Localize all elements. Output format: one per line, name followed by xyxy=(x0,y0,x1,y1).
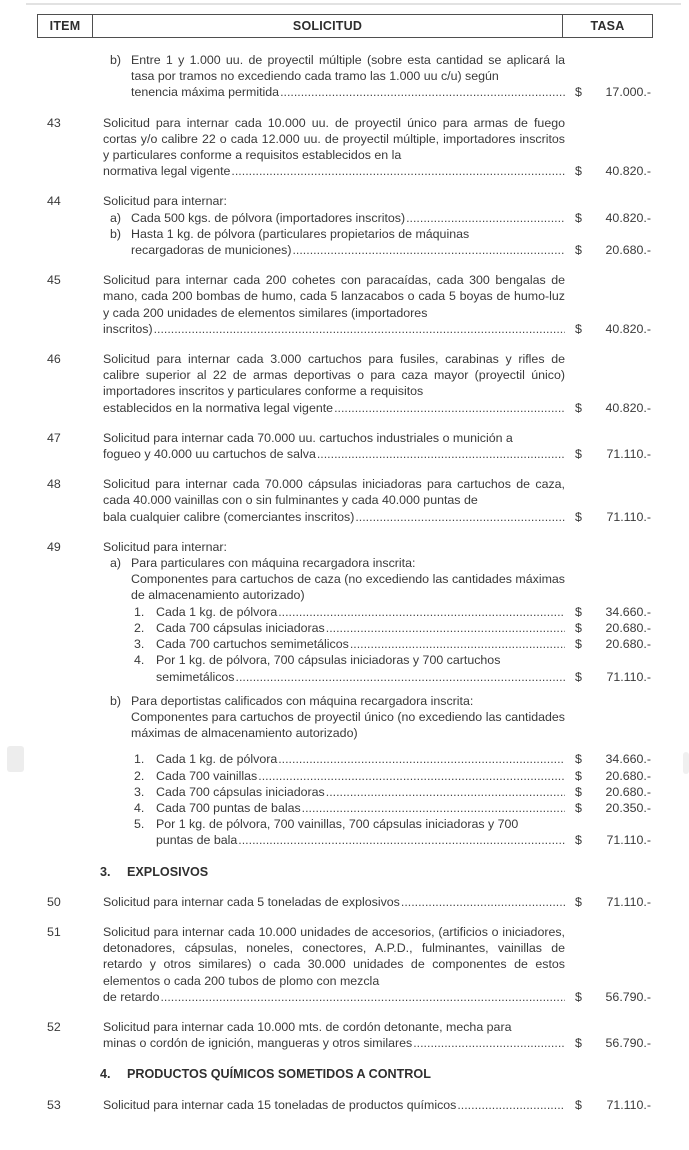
fee-row-51 xyxy=(37,924,653,1005)
row-text-last: minas o cordón de ignición, mangueras y otros similares xyxy=(103,1036,413,1051)
row-text: Solicitud para internar cada 200 cohetes con paracaídas, cada 300 bengalas de mano, cada 200 bombas de humo, cada 5 lanzacabos o cada 5 boyas de humo-luz y cada 200 unidades de elementos similares (importadores xyxy=(103,273,565,320)
item-number: 45 xyxy=(47,273,61,288)
amount: 20.680.- xyxy=(605,620,651,635)
fee-table-body xyxy=(37,52,653,849)
fee-row-44 xyxy=(37,193,653,258)
row-text-last: normativa legal vigente xyxy=(103,164,231,179)
row-text-last: Cada 500 kgs. de pólvora (importadores inscritos) xyxy=(131,210,406,225)
price xyxy=(565,784,653,800)
amount: 40.820.- xyxy=(605,164,651,179)
row-text-last: puntas de bala xyxy=(156,833,238,848)
group-b xyxy=(103,693,653,849)
col-header-item: ITEM xyxy=(38,15,93,37)
sub-marker: b) xyxy=(110,693,122,708)
group-title: Para deportistas calificados con máquina recargadora inscrita: xyxy=(131,693,474,708)
item-number-empty xyxy=(37,52,103,101)
price xyxy=(565,509,653,525)
price xyxy=(565,620,653,636)
list-marker: 4. xyxy=(134,653,145,668)
fee-row-46 xyxy=(37,351,653,416)
item-number: 43 xyxy=(47,115,61,130)
currency-symbol: $ xyxy=(575,243,582,258)
price xyxy=(565,832,653,848)
list-marker: 4. xyxy=(134,800,145,815)
row-text: Por 1 kg. de pólvora, 700 cápsulas iniciadoras y 700 cartuchos xyxy=(156,653,501,668)
price xyxy=(565,163,653,179)
amount: 20.680.- xyxy=(605,784,651,799)
item-number: 52 xyxy=(47,1019,61,1034)
leader-dots xyxy=(278,604,565,620)
leader-dots xyxy=(326,620,565,636)
price xyxy=(565,210,653,226)
sub-marker: b) xyxy=(110,53,122,67)
leader-dots xyxy=(413,1035,565,1051)
scan-edge-line xyxy=(26,3,681,5)
list-marker: 3. xyxy=(134,784,145,799)
list-marker: 5. xyxy=(134,817,145,832)
amount: 71.110.- xyxy=(606,833,651,848)
leader-dots xyxy=(160,989,565,1005)
row-text-last: fogueo y 40.000 uu cartuchos de salva xyxy=(103,447,316,462)
currency-symbol: $ xyxy=(575,1097,582,1112)
fee-row-52 xyxy=(37,1019,653,1051)
item-number: 53 xyxy=(47,1097,61,1112)
leader-dots xyxy=(317,446,565,462)
section-title: EXPLOSIVOS xyxy=(127,864,209,879)
currency-symbol: $ xyxy=(575,210,582,225)
amount: 56.790.- xyxy=(605,989,651,1004)
group-a xyxy=(103,555,653,685)
scan-artifact-left xyxy=(7,746,24,772)
amount: 71.110.- xyxy=(606,509,651,524)
price xyxy=(565,242,653,258)
row-text-last: recargadoras de municiones) xyxy=(131,243,292,258)
fee-row-53 xyxy=(37,1097,653,1113)
section-heading-explosivos xyxy=(37,864,653,880)
sub-marker: b) xyxy=(110,226,122,241)
row-text-last: tenencia máxima permitida xyxy=(131,85,280,100)
leader-dots xyxy=(350,636,565,652)
price xyxy=(565,1097,653,1113)
fee-row-49 xyxy=(37,539,653,849)
row-text-last: de retardo xyxy=(103,989,160,1004)
currency-symbol: $ xyxy=(575,164,582,179)
fee-row-50 xyxy=(37,894,653,910)
leader-dots xyxy=(302,800,565,816)
amount: 71.110.- xyxy=(606,447,651,462)
row-intro: Solicitud para internar: xyxy=(103,194,227,209)
leader-dots xyxy=(401,894,565,910)
list-marker: 2. xyxy=(134,768,145,783)
price xyxy=(565,84,653,100)
row-text-last: Cada 700 cápsulas iniciadoras xyxy=(156,784,325,799)
leader-dots xyxy=(457,1097,565,1113)
price xyxy=(565,894,653,910)
row-text: Solicitud para internar cada 10.000 uu. de proyectil único para armas de fuego cortas y/o calibre 22 o cada 12.000 uu. de proyectil múltiple, importadores inscritos y particulares conforme a requisitos establecidos en la xyxy=(103,115,565,163)
leader-dots xyxy=(258,768,565,784)
sub-marker: a) xyxy=(110,556,122,571)
row-text-last: semimetálicos xyxy=(156,669,235,684)
amount: 56.790.- xyxy=(605,1036,651,1051)
leader-dots xyxy=(154,321,565,337)
currency-symbol: $ xyxy=(575,669,582,684)
list-marker: 3. xyxy=(134,637,145,652)
price xyxy=(565,669,653,685)
group-title: Para particulares con máquina recargadora inscrita: xyxy=(131,556,416,571)
row-text-last: Solicitud para internar cada 5 toneladas de explosivos xyxy=(103,894,400,909)
item-number: 51 xyxy=(47,924,61,939)
currency-symbol: $ xyxy=(575,620,582,635)
row-text: Entre 1 y 1.000 uu. de proyectil múltiple (sobre esta cantidad se aplicará la tasa por tramos no excediendo cada tramo las 1.000 uu c/u) según xyxy=(131,53,565,84)
fee-row-48 xyxy=(37,476,653,525)
row-text: Solicitud para internar cada 3.000 cartuchos para fusiles, carabinas y rifles de calibre superior al 22 de armas deportivas o para caza mayor (proyectil único) importadores inscritos y particulares conforme a requisitos xyxy=(103,352,565,399)
leader-dots xyxy=(355,509,565,525)
leader-dots xyxy=(238,832,565,848)
row-text: Solicitud para internar cada 70.000 cápsulas iniciadoras para cartuchos de caza, cada 40.000 vainillas con o sin fulminantes y cada 40.000 puntas de xyxy=(103,477,565,508)
leader-dots xyxy=(231,163,565,179)
item-number: 44 xyxy=(47,194,61,209)
section-number: 4. xyxy=(100,1067,111,1082)
row-text-last: establecidos en la normativa legal vigente xyxy=(103,400,334,415)
leader-dots xyxy=(292,242,565,258)
price xyxy=(565,604,653,620)
leader-dots xyxy=(278,751,565,767)
list-marker: 1. xyxy=(134,604,145,619)
item-number: 50 xyxy=(47,894,61,909)
amount: 17.000.- xyxy=(605,85,651,100)
section-number: 3. xyxy=(100,864,111,879)
fee-row-45 xyxy=(37,272,653,337)
row-text-last: Cada 1 kg. de pólvora xyxy=(156,752,278,767)
row-text-last: Cada 700 vainillas xyxy=(156,768,258,783)
section-heading-productos-quimicos xyxy=(37,1066,653,1082)
item-number: 46 xyxy=(47,352,61,367)
row-text: Solicitud para internar cada 70.000 uu. cartuchos industriales o munición a xyxy=(103,430,513,445)
row-intro: Solicitud para internar: xyxy=(103,539,227,554)
row-text: Solicitud para internar cada 10.000 unidades de accesorios, (artificios o iniciadores, detonadores, cápsulas, noneles, conectores, A.P.D., fulminantes, vainillas de retardo y otros similares) o cada 30.000 unidades de componentes de estos elementos o cada 200 tubos de plomo con mezcla xyxy=(103,924,565,988)
currency-symbol: $ xyxy=(575,85,582,100)
leader-dots xyxy=(236,669,566,685)
row-text-last: inscritos) xyxy=(103,321,153,336)
sub-marker: a) xyxy=(110,210,122,225)
currency-symbol: $ xyxy=(575,752,582,767)
col-header-solicitud: SOLICITUD xyxy=(93,15,563,37)
currency-symbol: $ xyxy=(575,833,582,848)
fee-table-header xyxy=(37,14,653,38)
currency-symbol: $ xyxy=(575,321,582,336)
currency-symbol: $ xyxy=(575,784,582,799)
list-marker: 2. xyxy=(134,620,145,635)
amount: 34.660.- xyxy=(605,752,651,767)
item-number: 49 xyxy=(47,539,61,554)
amount: 20.680.- xyxy=(605,768,651,783)
group-desc: Componentes para cartuchos de proyectil único (no excediendo las cantidades máximas de almacenamiento autorizado) xyxy=(131,709,565,741)
price xyxy=(565,800,653,816)
section-title: PRODUCTOS QUÍMICOS SOMETIDOS A CONTROL xyxy=(127,1067,431,1082)
row-text: Solicitud para internar cada 10.000 mts. de cordón detonante, mecha para xyxy=(103,1019,512,1034)
price xyxy=(565,446,653,462)
fee-row-43 xyxy=(37,115,653,180)
scan-artifact-right xyxy=(683,752,689,774)
row-text-last: Cada 700 cartuchos semimetálicos xyxy=(156,637,349,652)
row-text-last: bala cualquier calibre (comerciantes inscritos) xyxy=(103,509,355,524)
amount: 40.820.- xyxy=(605,210,651,225)
price xyxy=(565,321,653,337)
row-text: Hasta 1 kg. de pólvora (particulares propietarios de máquinas xyxy=(131,226,470,241)
row-text-last: Cada 700 puntas de balas xyxy=(156,800,301,815)
row-text-last: Cada 700 cápsulas iniciadoras xyxy=(156,620,325,635)
currency-symbol: $ xyxy=(575,637,582,652)
leader-dots xyxy=(326,784,565,800)
currency-symbol: $ xyxy=(575,604,582,619)
currency-symbol: $ xyxy=(575,800,582,815)
fee-row-b-continuation xyxy=(37,52,653,101)
group-desc: Componentes para cartuchos de caza (no excediendo las cantidades máximas de almacenamiento autorizado) xyxy=(131,572,565,603)
currency-symbol: $ xyxy=(575,509,582,524)
amount: 40.820.- xyxy=(605,321,651,336)
list-marker: 1. xyxy=(134,752,145,767)
price xyxy=(565,768,653,784)
amount: 40.820.- xyxy=(605,400,651,415)
row-text: Por 1 kg. de pólvora, 700 vainillas, 700 cápsulas iniciadoras y 700 xyxy=(156,817,519,832)
row-text-last: Solicitud para internar cada 15 toneladas de productos químicos xyxy=(103,1097,457,1112)
item-number: 47 xyxy=(47,430,61,445)
amount: 20.350.- xyxy=(605,800,651,815)
amount: 20.680.- xyxy=(605,243,651,258)
amount: 71.110.- xyxy=(606,894,651,909)
price xyxy=(565,400,653,416)
price xyxy=(565,636,653,652)
leader-dots xyxy=(334,400,565,416)
amount: 71.110.- xyxy=(606,669,651,684)
row-text-last: Cada 1 kg. de pólvora xyxy=(156,604,278,619)
currency-symbol: $ xyxy=(575,989,582,1004)
currency-symbol: $ xyxy=(575,894,582,909)
currency-symbol: $ xyxy=(575,768,582,783)
fee-row-47 xyxy=(37,430,653,462)
currency-symbol: $ xyxy=(575,447,582,462)
currency-symbol: $ xyxy=(575,1036,582,1051)
currency-symbol: $ xyxy=(575,400,582,415)
price xyxy=(565,989,653,1005)
leader-dots xyxy=(280,84,565,100)
item-number: 48 xyxy=(47,477,61,492)
leader-dots xyxy=(406,210,565,226)
amount: 34.660.- xyxy=(605,604,651,619)
price xyxy=(565,1035,653,1051)
amount: 71.110.- xyxy=(606,1097,651,1112)
price xyxy=(565,751,653,767)
col-header-tasa: TASA xyxy=(590,18,625,33)
amount: 20.680.- xyxy=(605,637,651,652)
